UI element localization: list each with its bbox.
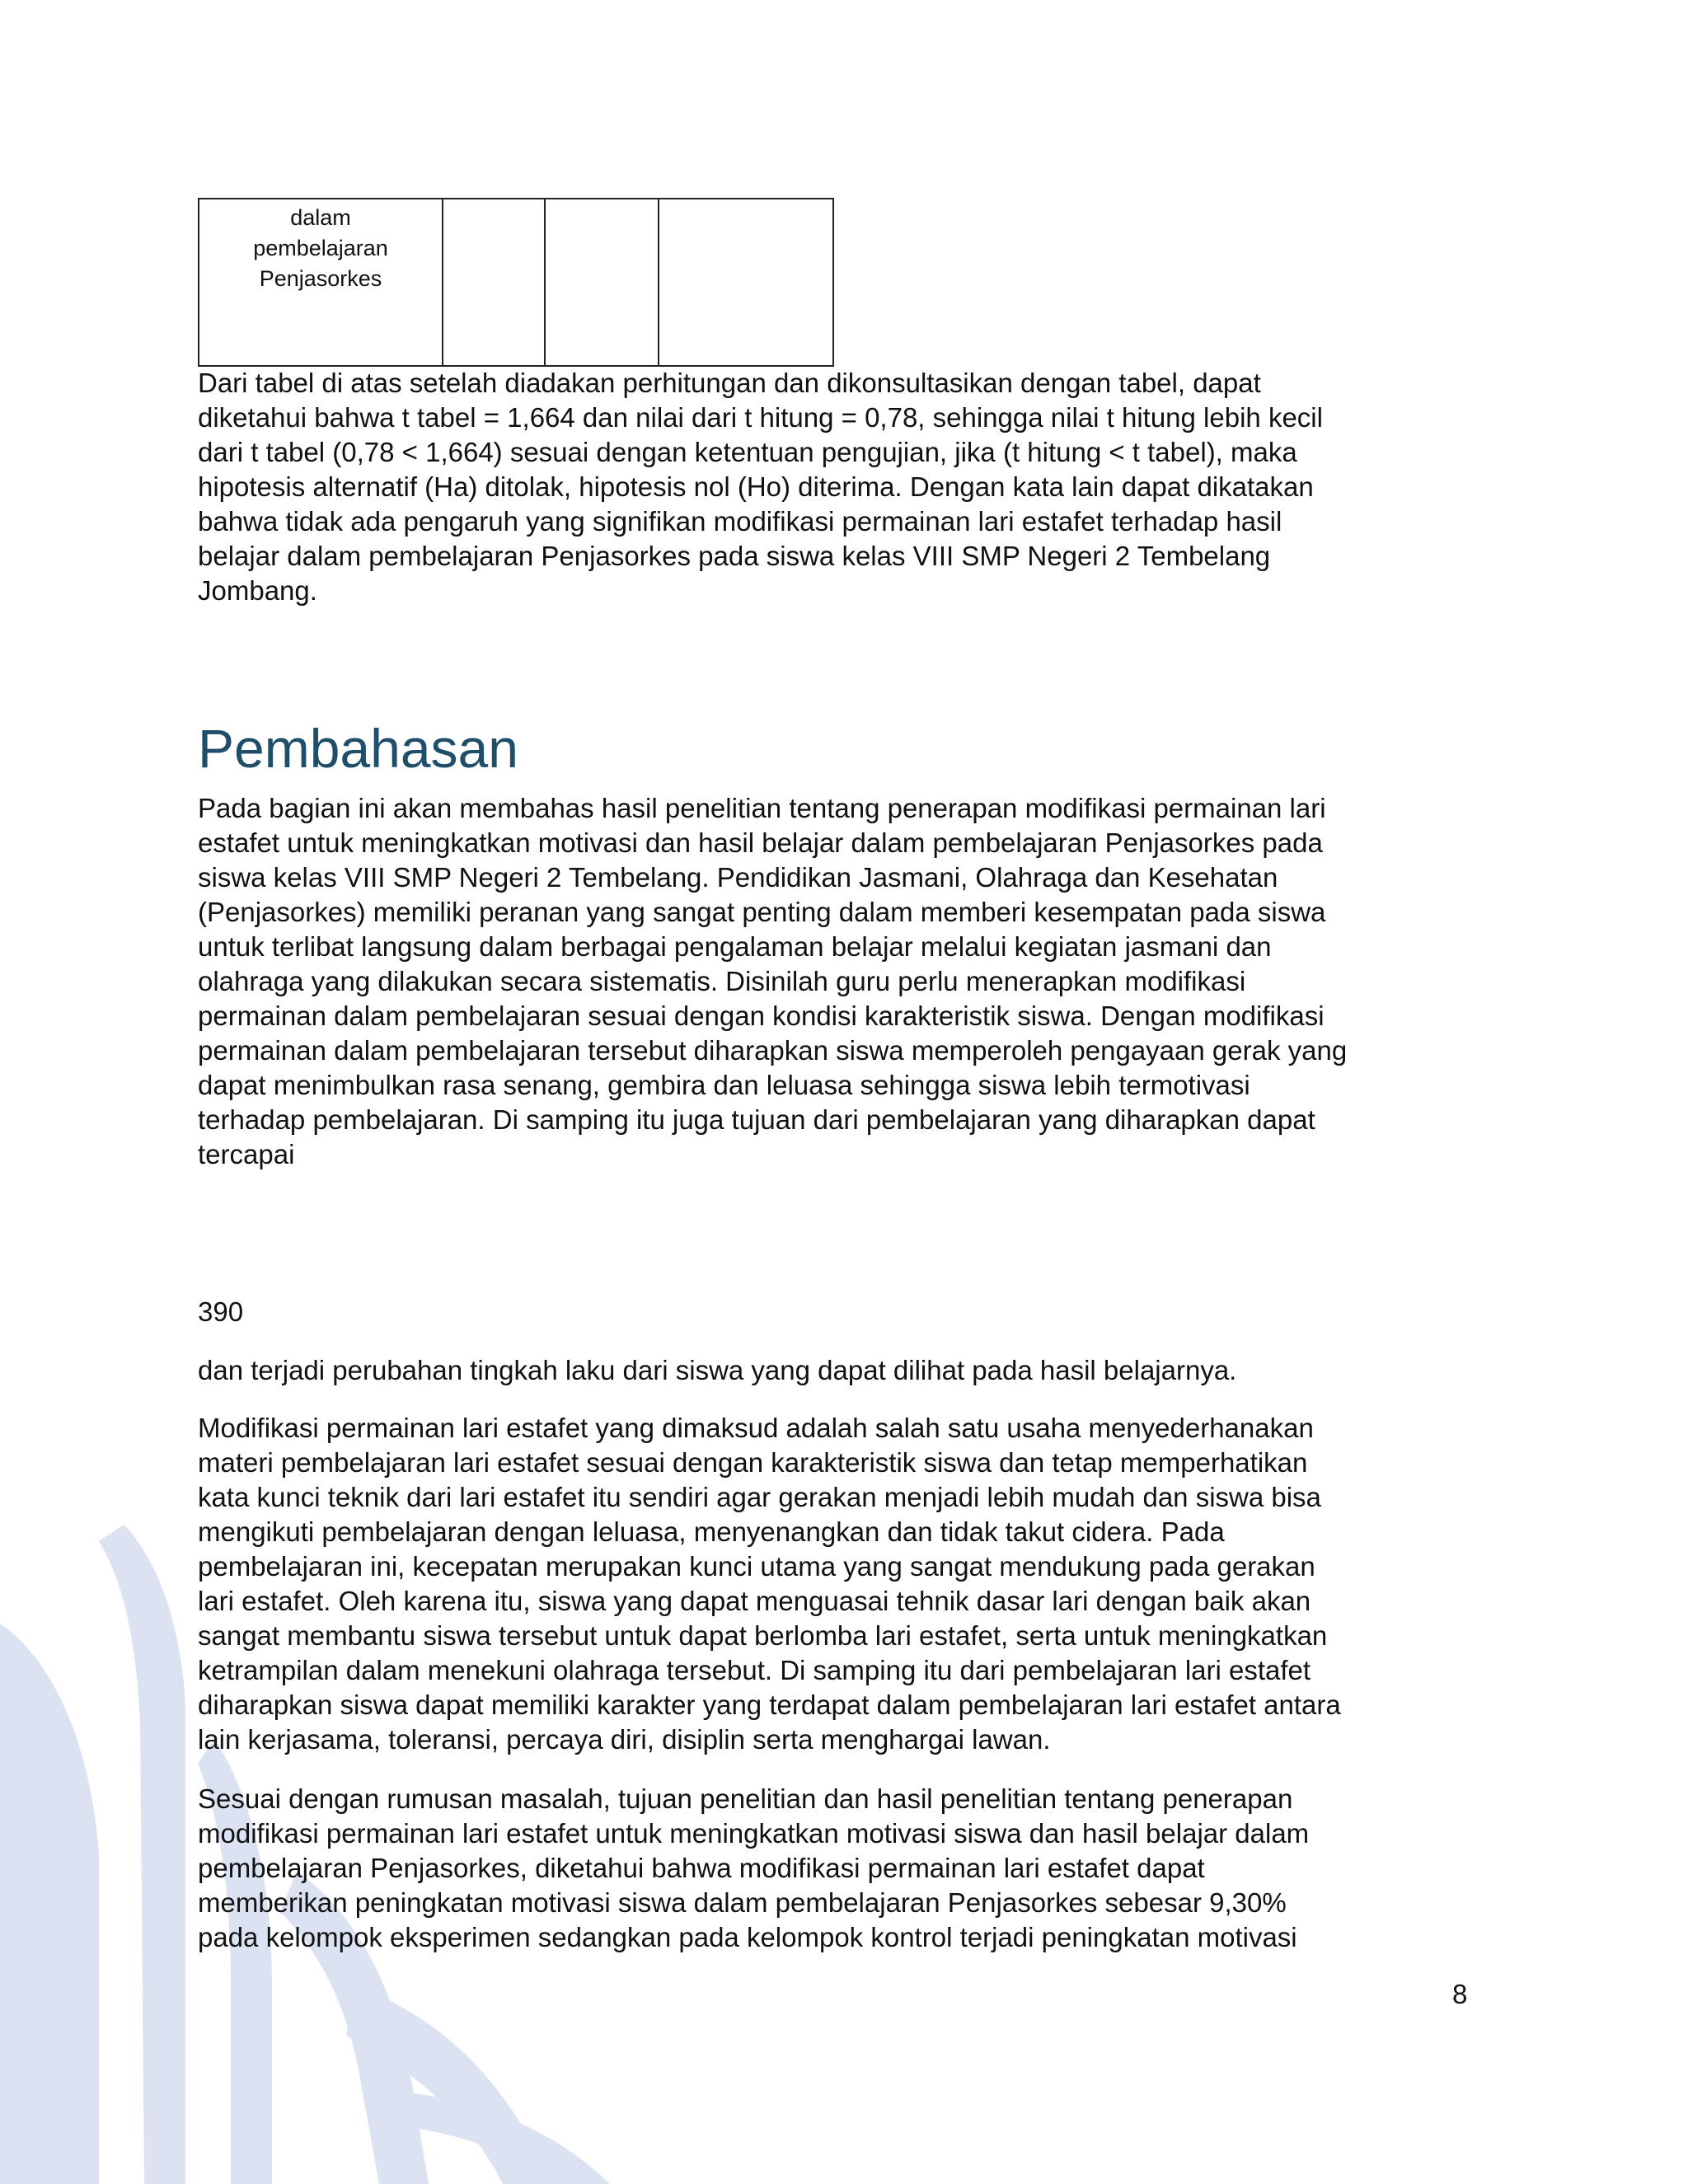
table-row (199, 199, 833, 366)
paragraph-t-test-result: Dari tabel di atas setelah diadakan perhitungan dan dikonsultasikan dengan tabel, dapat diketahui bahwa t tabel = 1,664 dan nilai dari t hitung = 0,78, sehingga nilai t hitung lebih kecil dari t tabel (0,78 < 1,664) sesuai dengan ketentuan pengujian, jika (t hitung < t tabel), maka hipotesis alternatif (Ha) ditolak, hipotesis nol (Ho) diterima. Dengan kata lain dapat dikatakan bahwa tidak ada pengaruh yang signifikan modifikasi permainan lari estafet terhadap hasil belajar dalam pembelajaran Penjasorkes pada siswa kelas VIII SMP Negeri 2 Tembelang Jombang. (198, 368, 1323, 606)
cell-line: dalam (290, 205, 351, 230)
cell-line: Penjasorkes (259, 266, 382, 291)
table-cell-empty (659, 199, 833, 366)
table-cell-empty (545, 199, 659, 366)
table-fragment (198, 198, 834, 367)
page-number: 8 (1452, 1979, 1468, 2009)
paragraph-discussion-intro: Pada bagian ini akan membahas hasil penelitian tentang penerapan modifikasi permainan lari estafet untuk meningkatkan motivasi dan hasil belajar dalam pembelajaran Penjasorkes pada siswa kelas VIII SMP Negeri 2 Tembelang. Pendidikan Jasmani, Olahraga dan Kesehatan (Penjasorkes) memiliki peranan yang sangat penting dalam memberi kesempatan pada siswa untuk terlibat langsung dalam berbagai pengalaman belajar melalui kegiatan jasmani dan olahraga yang dilakukan secara sistematis. Disinilah guru perlu menerapkan modifikasi permainan dalam pembelajaran sesuai dengan kondisi karakteristik siswa. Dengan modifikasi permainan dalam pembelajaran tersebut diharapkan siswa memperoleh pengayaan gerak yang dapat menimbulkan rasa senang, gembira dan leluasa sehingga siswa lebih termotivasi terhadap pembelajaran. Di samping itu juga tujuan dari pembelajaran yang diharapkan dapat tercapai (198, 793, 1348, 1169)
table-cell-label (199, 199, 443, 366)
cell-line: pembelajaran (253, 236, 388, 260)
paragraph-modification: Modifikasi permainan lari estafet yang dimaksud adalah salah satu usaha menyederhanakan materi pembelajaran lari estafet sesuai dengan karakteristik siswa dan tetap memperhatikan kata kunci teknik dari lari estafet itu sendiri agar gerakan menjadi lebih mudah dan siswa bisa mengikuti pembelajaran dengan leluasa, menyenangkan dan tidak takut cidera. Pada pembelajaran ini, kecepatan merupakan kunci utama yang sangat mendukung pada gerakan lari estafet. Oleh karena itu, siswa yang dapat menguasai tehnik dasar lari dengan baik akan sangat membantu siswa tersebut untuk dapat berlomba lari estafet, serta untuk meningkatkan ketrampilan dalam menekuni olahraga tersebut. Di samping itu dari pembelajaran lari estafet diharapkan siswa dapat memiliki karakter yang terdapat dalam pembelajaran lari estafet antara lain kerjasama, toleransi, percaya diri, disiplin serta menghargai lawan. (198, 1413, 1341, 1755)
paragraph-problem-formulation: Sesuai dengan rumusan masalah, tujuan penelitian dan hasil penelitian tentang penerapan modifikasi permainan lari estafet untuk meningkatkan motivasi siswa dan hasil belajar dalam pembelajaran Penjasorkes, diketahui bahwa modifikasi permainan lari estafet dapat memberikan peningkatan motivasi siswa dalam pembelajaran Penjasorkes sebesar 9,30% pada kelompok eksperimen sedangkan pada kelompok kontrol terjadi peningkatan motivasi (198, 1783, 1310, 1952)
section-heading: Pembahasan (198, 718, 518, 779)
paragraph-continuation: dan terjadi perubahan tingkah laku dari siswa yang dapat dilihat pada hasil belajarnya. (198, 1355, 1237, 1385)
journal-page-number: 390 (198, 1296, 244, 1327)
table-cell-empty (443, 199, 545, 366)
